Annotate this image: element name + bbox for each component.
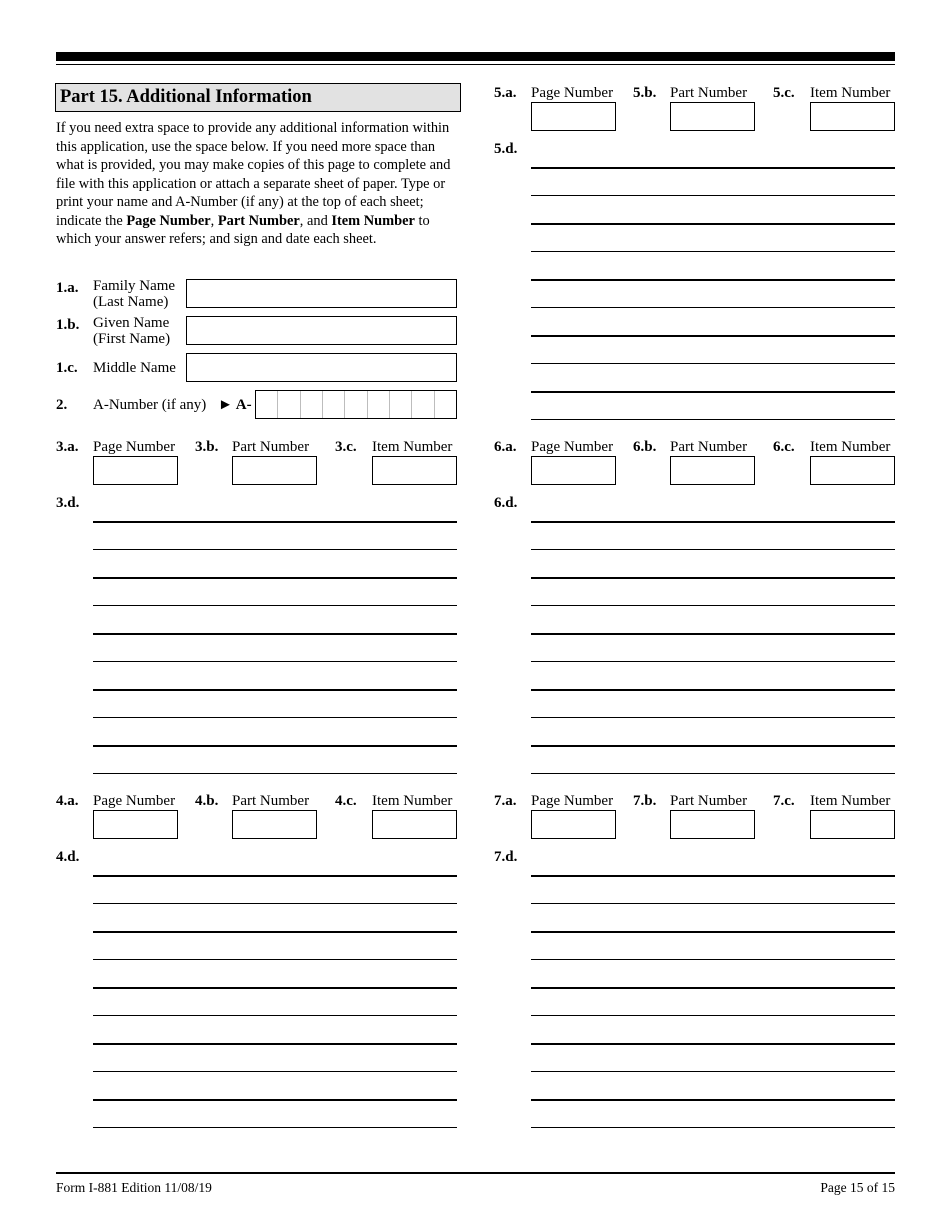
family-name-label-line1: Family Name	[93, 278, 176, 294]
answer-line[interactable]	[531, 745, 895, 747]
answer-line[interactable]	[531, 903, 895, 904]
instructions-bold-item: Item Number	[331, 212, 415, 229]
footer-rule	[56, 1172, 895, 1174]
item-number-1b: 1.b.	[56, 317, 80, 333]
answer-line[interactable]	[531, 251, 895, 252]
answer-line[interactable]	[93, 521, 457, 523]
answer-line[interactable]	[531, 521, 895, 523]
answer-line[interactable]	[531, 1127, 895, 1128]
item-number-1c: 1.c.	[56, 360, 78, 376]
item-number-input[interactable]	[372, 810, 457, 839]
answer-line[interactable]	[93, 549, 457, 550]
part-number-input[interactable]	[670, 810, 755, 839]
answer-line[interactable]	[93, 1043, 457, 1045]
part-title: Part 15. Additional Information	[55, 83, 461, 112]
page-number-input[interactable]	[531, 102, 616, 131]
page-number-input[interactable]	[93, 456, 178, 485]
answer-line[interactable]	[93, 903, 457, 904]
given-name-input[interactable]	[186, 316, 457, 345]
answer-line[interactable]	[93, 773, 457, 774]
given-name-label	[93, 316, 170, 347]
item-number-4a: 4.a.	[56, 793, 79, 809]
answer-line[interactable]	[93, 931, 457, 933]
page-number-label: Page Number	[531, 793, 614, 809]
item-number-3a: 3.a.	[56, 439, 79, 455]
item-number-2: 2.	[56, 397, 68, 413]
part-number-input[interactable]	[232, 810, 317, 839]
part-number-label: Part Number	[670, 85, 748, 101]
item-number-6b: 6.b.	[633, 439, 657, 455]
page-number-input[interactable]	[531, 810, 616, 839]
given-name-label-line2: (First Name)	[93, 330, 171, 347]
form-edition: Form I-881 Edition 11/08/19	[56, 1180, 212, 1195]
item-number-5d: 5.d.	[494, 141, 518, 157]
item-number-7d: 7.d.	[494, 849, 518, 865]
answer-line[interactable]	[531, 223, 895, 225]
a-number-digit-cell[interactable]	[434, 391, 456, 418]
answer-line[interactable]	[531, 633, 895, 635]
page-number-input[interactable]	[93, 810, 178, 839]
family-name-label	[93, 279, 175, 310]
part-number-label: Part Number	[232, 793, 310, 809]
top-rule-thick	[56, 52, 895, 61]
item-number-3b: 3.b.	[195, 439, 219, 455]
a-number-digit-cell[interactable]	[277, 391, 299, 418]
middle-name-input[interactable]	[186, 353, 457, 382]
answer-line[interactable]	[531, 987, 895, 989]
item-number-4d: 4.d.	[56, 849, 80, 865]
answer-line[interactable]	[93, 987, 457, 989]
item-number-5a: 5.a.	[494, 85, 517, 101]
item-number-6a: 6.a.	[494, 439, 517, 455]
part-number-input[interactable]	[232, 456, 317, 485]
answer-line[interactable]	[93, 661, 457, 662]
answer-line[interactable]	[531, 689, 895, 691]
family-name-input[interactable]	[186, 279, 457, 308]
answer-line[interactable]	[531, 549, 895, 550]
answer-line[interactable]	[531, 391, 895, 393]
answer-line[interactable]	[93, 1071, 457, 1072]
item-number-7b: 7.b.	[633, 793, 657, 809]
page-number: Page 15 of 15	[820, 1180, 895, 1195]
a-number-digit-cell[interactable]	[300, 391, 322, 418]
instructions-paragraph	[56, 119, 461, 249]
a-number-prefix: ► A-	[218, 397, 252, 413]
item-number-input[interactable]	[810, 102, 895, 131]
a-number-digit-cell[interactable]	[367, 391, 389, 418]
instructions-text: ,	[210, 212, 218, 229]
answer-line[interactable]	[531, 661, 895, 662]
answer-line[interactable]	[531, 1099, 895, 1101]
answer-line[interactable]	[93, 1127, 457, 1128]
item-number-4c: 4.c.	[335, 793, 357, 809]
item-number-label: Item Number	[810, 85, 891, 101]
middle-name-label: Middle Name	[93, 360, 176, 376]
answer-line[interactable]	[531, 605, 895, 606]
answer-line[interactable]	[531, 717, 895, 718]
a-number-input[interactable]	[255, 390, 457, 419]
a-number-digit-cell[interactable]	[411, 391, 433, 418]
item-number-input[interactable]	[810, 456, 895, 485]
answer-line[interactable]	[531, 335, 895, 337]
item-number-7a: 7.a.	[494, 793, 517, 809]
answer-line[interactable]	[531, 195, 895, 196]
page-number-label: Page Number	[93, 439, 176, 455]
answer-line[interactable]	[93, 1099, 457, 1101]
item-number-3c: 3.c.	[335, 439, 357, 455]
part-number-input[interactable]	[670, 102, 755, 131]
page-number-label: Page Number	[531, 85, 614, 101]
family-name-label-line2: (Last Name)	[93, 293, 169, 310]
answer-line[interactable]	[93, 959, 457, 960]
item-number-5c: 5.c.	[773, 85, 795, 101]
answer-line[interactable]	[531, 307, 895, 308]
item-number-7c: 7.c.	[773, 793, 795, 809]
instructions-text: to which your answer refers; and sign and date each sheet.	[56, 212, 430, 247]
item-number-6d: 6.d.	[494, 495, 518, 511]
answer-line[interactable]	[93, 717, 457, 718]
instructions-text: , and	[299, 212, 332, 229]
answer-line[interactable]	[531, 959, 895, 960]
part-number-input[interactable]	[670, 456, 755, 485]
answer-line[interactable]	[531, 167, 895, 169]
item-number-6c: 6.c.	[773, 439, 795, 455]
item-number-input[interactable]	[372, 456, 457, 485]
item-number-label: Item Number	[372, 793, 453, 809]
item-number-label: Item Number	[810, 793, 891, 809]
answer-line[interactable]	[531, 1043, 895, 1045]
answer-line[interactable]	[531, 875, 895, 877]
answer-line[interactable]	[93, 689, 457, 691]
item-number-3d: 3.d.	[56, 495, 80, 511]
answer-line[interactable]	[531, 577, 895, 579]
top-rule-thin	[56, 64, 895, 65]
answer-line[interactable]	[531, 1015, 895, 1016]
answer-line[interactable]	[93, 745, 457, 747]
a-number-digit-cell[interactable]	[322, 391, 344, 418]
item-number-input[interactable]	[810, 810, 895, 839]
a-number-digit-cell[interactable]	[344, 391, 366, 418]
given-name-label-line1: Given Name	[93, 315, 170, 331]
answer-line[interactable]	[531, 773, 895, 774]
item-number-5b: 5.b.	[633, 85, 657, 101]
page-number-input[interactable]	[531, 456, 616, 485]
answer-line[interactable]	[531, 419, 895, 420]
part-number-label: Part Number	[232, 439, 310, 455]
answer-line[interactable]	[531, 1071, 895, 1072]
answer-line[interactable]	[531, 363, 895, 364]
answer-line[interactable]	[93, 633, 457, 635]
page-number-label: Page Number	[93, 793, 176, 809]
item-number-label: Item Number	[810, 439, 891, 455]
answer-line[interactable]	[531, 279, 895, 281]
part-number-label: Part Number	[670, 439, 748, 455]
instructions-bold-page: Page Number	[126, 212, 211, 229]
a-number-digit-cell[interactable]	[256, 391, 277, 418]
part-number-label: Part Number	[670, 793, 748, 809]
instructions-bold-part: Part Number	[217, 212, 300, 229]
answer-line[interactable]	[93, 875, 457, 877]
page-number-label: Page Number	[531, 439, 614, 455]
answer-line[interactable]	[93, 1015, 457, 1016]
item-number-label: Item Number	[372, 439, 453, 455]
answer-line[interactable]	[93, 577, 457, 579]
a-number-label: A-Number (if any)	[93, 397, 207, 413]
item-number-4b: 4.b.	[195, 793, 219, 809]
a-number-digit-cell[interactable]	[389, 391, 411, 418]
answer-line[interactable]	[93, 605, 457, 606]
answer-line[interactable]	[531, 931, 895, 933]
item-number-1a: 1.a.	[56, 280, 79, 296]
instructions-text: If you need extra space to provide any additional information within this application, use the space below. If you need more space than what is provided, you may make copies of this page to complete and file with this application or attach a separate sheet of paper. Type or print your name and A-Number (if any) at the top of each sheet; indicate the	[56, 120, 451, 229]
